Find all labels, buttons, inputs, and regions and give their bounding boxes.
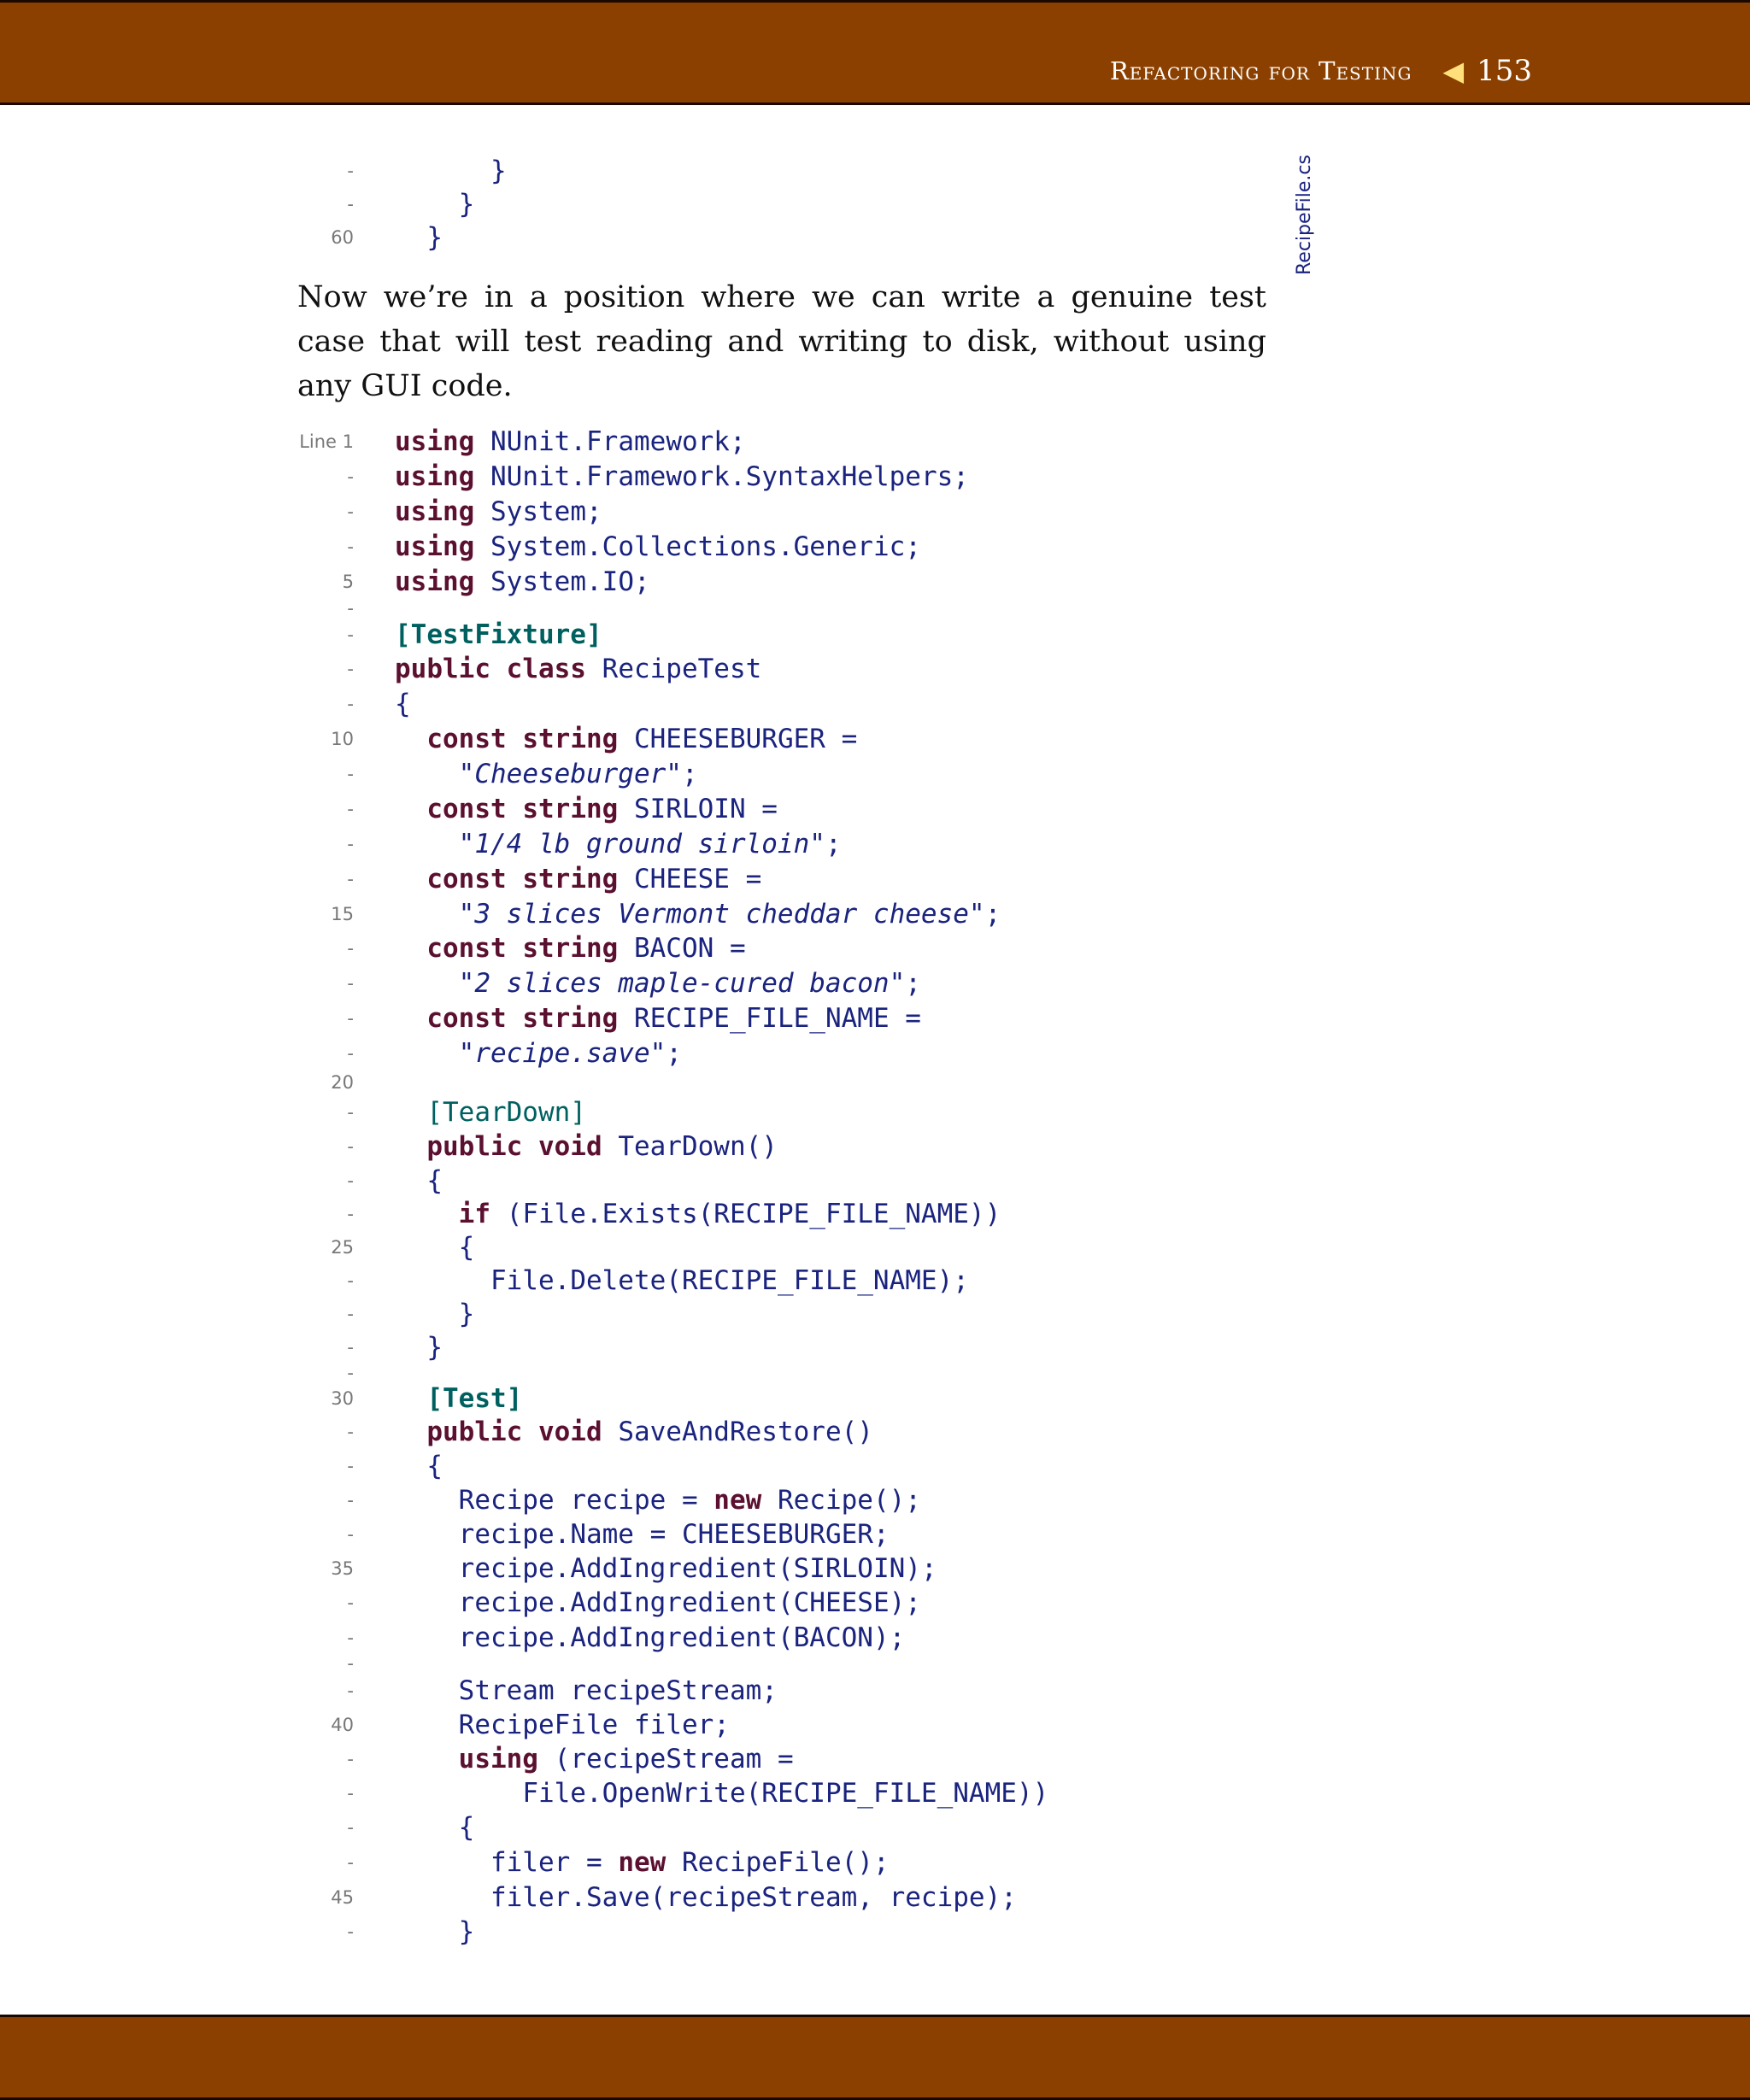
code-text: public void TearDown(): [426, 1131, 778, 1162]
line-number: -: [347, 1008, 354, 1029]
code-line: [256, 827, 1282, 861]
code-text: "3 slices Vermont cheddar cheese";: [458, 899, 1001, 930]
code-text: recipe.AddIngredient(SIRLOIN);: [458, 1553, 937, 1584]
code-line: [256, 530, 1282, 564]
code-text: recipe.AddIngredient(CHEESE);: [458, 1587, 921, 1618]
code-line: [256, 1197, 1282, 1231]
code-line: [256, 966, 1282, 1000]
code-line: [256, 618, 1282, 652]
code-line: [256, 425, 1282, 459]
page-number: 153: [1477, 54, 1532, 88]
code-text: const string SIRLOIN =: [426, 794, 778, 824]
line-number: -: [347, 1852, 354, 1873]
code-text: using System;: [395, 496, 602, 527]
code-line: [256, 862, 1282, 896]
code-line: [256, 1415, 1282, 1449]
code-line: [256, 1776, 1282, 1810]
line-number: -: [347, 1456, 354, 1476]
line-number: -: [347, 194, 354, 214]
code-text: const string RECIPE_FILE_NAME =: [426, 1003, 921, 1034]
line-number: 60: [331, 227, 354, 248]
code-text: "1/4 lb ground sirloin";: [458, 829, 842, 859]
code-text: filer = new RecipeFile();: [490, 1847, 890, 1878]
code-line: [256, 1674, 1282, 1708]
code-text: }: [395, 1916, 475, 1947]
code-text: [TearDown]: [426, 1097, 586, 1128]
line-number: -: [347, 659, 354, 679]
code-line: [256, 1742, 1282, 1776]
code-text: "Cheeseburger";: [458, 759, 698, 789]
code-text: }: [395, 222, 443, 253]
code-text: recipe.AddIngredient(BACON);: [458, 1622, 906, 1653]
body-paragraph: Now we’re in a position where we can write a genuine test case that will test reading and writing to disk, without using any GUI code.: [297, 280, 1266, 403]
code-text: public class RecipeTest: [395, 654, 762, 684]
code-text: {: [395, 1232, 475, 1263]
code-text: }: [395, 1332, 443, 1363]
code-line: [256, 652, 1282, 686]
code-text: "recipe.save";: [458, 1038, 682, 1069]
code-text: File.OpenWrite(RECIPE_FILE_NAME)): [522, 1778, 1049, 1809]
line-number: -: [347, 1043, 354, 1064]
line-number: -: [347, 1363, 354, 1383]
code-line: [256, 1880, 1282, 1915]
code-text: }: [395, 189, 475, 220]
code-text: File.Delete(RECIPE_FILE_NAME);: [490, 1265, 969, 1296]
line-number: -: [347, 1524, 354, 1545]
code-text: using (recipeStream =: [458, 1744, 794, 1774]
section-title: Refactoring for Testing: [1109, 56, 1412, 85]
line-number: 35: [331, 1558, 354, 1579]
code-line: [256, 154, 1282, 188]
line-number: -: [347, 1681, 354, 1701]
code-text: {: [395, 1812, 475, 1843]
code-text: {: [395, 1451, 443, 1481]
code-text: "2 slices maple-cured bacon";: [458, 968, 921, 999]
line-number: -: [347, 869, 354, 889]
code-text: Recipe recipe = new Recipe();: [458, 1485, 921, 1516]
code-line: [256, 1845, 1282, 1880]
code-line: [256, 1164, 1282, 1198]
line-number: -: [347, 799, 354, 819]
line-number: -: [347, 1490, 354, 1510]
line-number: -: [347, 1783, 354, 1804]
line-number: Line 1: [299, 431, 354, 452]
code-line: [256, 1095, 1282, 1129]
line-number: -: [347, 625, 354, 645]
code-line: [256, 1230, 1282, 1264]
line-number: 10: [331, 729, 354, 749]
line-number: -: [347, 1628, 354, 1648]
line-number: -: [347, 1817, 354, 1838]
code-text: using System.Collections.Generic;: [395, 531, 921, 562]
line-number: -: [347, 1593, 354, 1613]
margin-file-label: RecipeFile.cs: [1294, 155, 1315, 275]
line-number: -: [347, 1749, 354, 1769]
line-number: -: [347, 466, 354, 487]
code-line: [256, 931, 1282, 965]
line-number: -: [347, 598, 354, 619]
code-text: using NUnit.Framework;: [395, 426, 746, 457]
line-number: 30: [331, 1388, 354, 1409]
line-number: -: [347, 694, 354, 714]
code-line: [256, 220, 1282, 255]
code-text: }: [395, 155, 507, 186]
code-text: [TestFixture]: [395, 619, 602, 650]
line-number: -: [347, 938, 354, 959]
line-number: -: [347, 1304, 354, 1324]
code-line: [256, 1586, 1282, 1620]
line-number: -: [347, 1337, 354, 1358]
line-number: -: [347, 1270, 354, 1291]
code-line: [256, 495, 1282, 529]
code-line: [256, 1708, 1282, 1742]
line-number: 45: [331, 1887, 354, 1908]
code-text: {: [395, 689, 411, 719]
code-line: [256, 1297, 1282, 1331]
code-line: [256, 792, 1282, 826]
line-number: -: [347, 764, 354, 784]
line-number: -: [347, 537, 354, 557]
code-text: const string BACON =: [426, 933, 746, 964]
line-number: -: [347, 1204, 354, 1224]
line-number: -: [347, 1136, 354, 1157]
code-text: {: [395, 1165, 443, 1196]
line-number: 25: [331, 1237, 354, 1258]
code-text: public void SaveAndRestore(): [426, 1417, 873, 1447]
code-line: [256, 460, 1282, 494]
code-line: [256, 757, 1282, 791]
code-line: [256, 1517, 1282, 1552]
line-number: 20: [331, 1072, 354, 1093]
line-number: -: [347, 973, 354, 994]
code-text: const string CHEESE =: [426, 864, 762, 895]
code-line: [256, 1552, 1282, 1586]
code-text: using NUnit.Framework.SyntaxHelpers;: [395, 461, 969, 492]
code-text: using System.IO;: [395, 566, 650, 597]
code-line: [256, 1001, 1282, 1035]
line-number: 15: [331, 904, 354, 924]
header-band: [0, 0, 1750, 105]
code-text: [Test]: [426, 1383, 523, 1414]
line-number: 5: [342, 572, 354, 592]
code-text: recipe.Name = CHEESEBURGER;: [458, 1519, 890, 1550]
code-text: RecipeFile filer;: [458, 1710, 730, 1740]
line-number: -: [347, 502, 354, 522]
line-number: -: [347, 1921, 354, 1942]
line-number: -: [347, 1170, 354, 1191]
code-line: [256, 722, 1282, 756]
line-number: 40: [331, 1715, 354, 1735]
code-text: }: [395, 1299, 475, 1329]
code-line: [256, 1065, 1282, 1100]
line-number: -: [347, 1422, 354, 1442]
code-line: [256, 1915, 1282, 1949]
code-text: filer.Save(recipeStream, recipe);: [490, 1882, 1017, 1913]
code-line: [256, 1483, 1282, 1517]
code-line: [256, 187, 1282, 221]
code-text: Stream recipeStream;: [458, 1675, 778, 1706]
line-number: -: [347, 834, 354, 854]
footer-band: [0, 2015, 1750, 2100]
line-number: -: [347, 1102, 354, 1123]
code-line: [256, 1381, 1282, 1416]
code-line: [256, 687, 1282, 721]
code-line: [256, 1129, 1282, 1164]
code-line: [256, 1449, 1282, 1483]
page-arrow-icon: ◀: [1442, 55, 1465, 87]
code-text: if (File.Exists(RECIPE_FILE_NAME)): [458, 1199, 1001, 1229]
running-head: [1110, 54, 1532, 88]
code-line: [256, 1810, 1282, 1845]
line-number: -: [347, 161, 354, 181]
line-number: -: [347, 1653, 354, 1674]
code-text: const string CHEESEBURGER =: [426, 724, 858, 754]
code-line: [256, 1264, 1282, 1298]
code-line: [256, 897, 1282, 931]
